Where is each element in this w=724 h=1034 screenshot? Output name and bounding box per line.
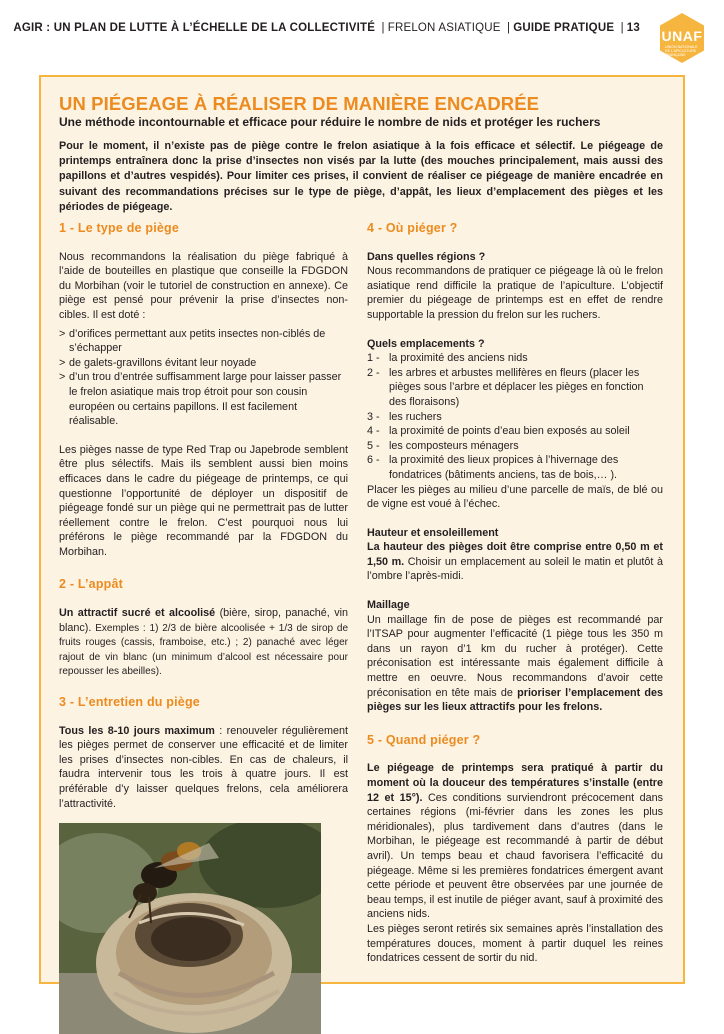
bullet-text: d’orifices permettant aux petits insectes non-ciblés de s’échapper [69,327,326,355]
when-bold: Le piégeage de printemps sera pratiqué à partir du moment où la douceur des températures s’installe (entre 12 et 15°). [367,762,663,804]
regions-paragraph: Nous recommandons de pratiquer ce piégeage là où le frelon asiatique rend difficile la pratique de l’apiculture. L’objectif premier du piégeage de printemps est en effet de rendre supportable la pression du frelon sur les ruchers. [367,265,663,321]
type-paragraph: Nous recommandons la réalisation du piège fabriqué à l’aide de bouteilles en plastique que conseille la FDGDON du Morbihan (voir le tutoriel de construction en annexe). Ce piège est pensé pour prévenir la prise d’insectes non- cibles. Il est doté : [59,250,348,321]
logo-name: UNAF [661,28,703,44]
where-regions-heading: Dans quelles régions ? [367,250,486,263]
list-item [59,327,348,356]
section-title-type: 1 - Le type de piège [59,221,180,235]
list-text: les ruchers [389,410,442,423]
trap-comparison-paragraph: Les pièges nasse de type Red Trap ou Japebrode semblent être plus sélectifs. Mais ils semblent aussi bien moins efficaces dans le cadre du piégeage de printemps, ce qui questionne l’opportunité de déployer un dispositif de piégeage fondé sur un piège qui ne permettrait pas de lutter réellement contre le frelon. C’est pourquoi nous lui préférons le piège recommandé par la FDGDON du Morbihan. [59,443,348,558]
locations-note: Placer les pièges au milieu d’une parcelle de maïs, de blé ou de vigne est voué à l’échec. [367,483,663,511]
bullet-marker: > [59,356,66,369]
logo-subtitle: UNION NATIONALE DE L’APICULTURE FRANÇAISE [665,45,698,57]
page-title: UN PIÉGEAGE À RÉALISER DE MANIÈRE ENCADRÉE [59,93,540,114]
mesh-heading: Maillage [367,599,410,612]
height-bold: La hauteur des pièges doit être comprise entre 0,50 m et 1,50 m. [367,541,663,568]
header-guide: GUIDE PRATIQUE [513,22,615,34]
list-item [367,410,663,425]
header-separator: | [620,22,624,34]
list-item [367,424,663,439]
list-text: la proximité des anciens nids [389,352,528,365]
list-item [367,366,663,410]
list-text: la proximité de points d’eau bien exposés au soleil [389,425,630,438]
header-topic: UN PLAN DE LUTTE À L’ÉCHELLE DE LA COLLECTIVITÉ [53,22,376,34]
bait-examples: Exemples : 1) 2/3 de bière alcoolisée + 1/3 de sirop de fruits rouges (cassis, framboise, etc.) ; 2) panaché avec léger rajout de vin blanc (un minimum d’alcool est nécessaire pour repousser les abeilles). [59,622,348,678]
header-section: AGIR [13,22,43,34]
bullet-text: de galets-gravillons évitant leur noyade [69,356,257,369]
header-separator: | [381,22,385,34]
when-paragraph [367,761,663,922]
header-species: FRELON ASIATIQUE [387,22,501,34]
section-title-where: 4 - Où piéger ? [367,221,458,235]
list-number: 2 - [367,366,380,379]
section-title-when: 5 - Quand piéger ? [367,732,481,747]
height-heading: Hauteur et ensoleillement [367,526,499,539]
height-text: Choisir un emplacement au soleil le matin et plutôt à l’ombre l’après-midi. [367,555,663,583]
list-item [59,370,348,428]
list-text: la proximité des lieux propices à l’hivernage des fondatrices (bâtiments anciens, tas de bois,… ). [389,454,619,481]
bait-paragraph [59,606,348,679]
page-number: 13 [626,22,640,34]
list-item [367,351,663,366]
content-panel [39,75,685,984]
header-colon: : [42,22,54,34]
list-number: 6 - [367,454,380,467]
left-column [59,221,348,1034]
section-title-bait: 2 - L’appât [59,577,124,592]
bullet-marker: > [59,327,66,340]
list-number: 4 - [367,425,380,438]
section-title-maintenance: 3 - L’entretien du piège [59,695,200,710]
page-header [0,22,640,34]
bullet-text: d’un trou d’entrée suffisamment large pour laisser passer le frelon asiatique mais trop étroit pour son cousin européen ou certains papillons. Il est facilement réalisable. [69,371,342,428]
right-column [367,221,663,966]
height-paragraph [367,540,663,584]
mesh-bold: prioriser l’emplacement des pièges sur les lieux attractifs pour les frelons. [367,686,663,714]
bullet-marker: > [59,371,66,384]
list-number: 3 - [367,410,380,423]
where-locations-heading: Quels emplacements ? [367,337,485,350]
list-item [367,439,663,454]
list-number: 5 - [367,439,380,452]
when-text: Ces conditions surviendront précocement dans certaines régions (mi-février dans les zones les plus méridionales), plus tardivement dans d’autres (dans le Morbihan, le piégeage est recommandé à partir de début avril). Un temps beau et chaud favorisera l’efficacité du piégeage. Même si les premières fondatrices émergent avant cette période et peuvent être observées par une journée de beau temps, il est inutile de piéger avant, sauf à proximité des anciens nids. [367,791,663,921]
mesh-text: Un maillage fin de pose de pièges est recommandé par l’ITSAP pour augmenter l’efficacité (1 piège tous les 350 m dans un rayon d’1 km du rucher à protéger). Cette préconisation est intéressante mais également difficile à mettre en oeuvre. Nous recommandons d’avoir cette préconisation en tête mais de [367,613,663,699]
list-item [367,453,663,482]
page-subtitle: Une méthode incontournable et efficace pour réduire le nombre de nids et protéger les ruchers [59,115,601,129]
bait-text: (bière, sirop, panaché, vin blanc). [59,607,348,634]
maintenance-paragraph [59,724,348,812]
hornet-nest-photo [59,823,321,1034]
removal-paragraph: Les pièges seront retirés six semaines après l’installation des températures douces, moment à partir duquel les reines fondatrices cessent de sortir du nid. [367,922,663,965]
unaf-logo [656,12,708,64]
hornet-on-nest-image [59,823,321,1034]
header-separator: | [507,22,511,34]
maintenance-bold: Tous les 8-10 jours maximum [59,724,215,737]
maintenance-text: : renouveler régulièrement les pièges permet de conserver une efficacité et de limiter les prises d’insectes non-cibles. En cas de chaleurs, il faudra intervenir tous les trois à quatre jours. Il est préférable d’y laisser quelques frelons, cela améliorera l’attractivité. [59,724,348,810]
list-number: 1 - [367,352,380,365]
list-text: les composteurs ménagers [389,439,519,452]
bait-bold: Un attractif sucré et alcoolisé [59,607,216,620]
mesh-paragraph [367,613,663,715]
list-text: les arbres et arbustes mellifères en fleurs (placer les pièges sous l’arbre et déplacer les pièges en fonction des floraisons) [389,366,644,408]
intro-paragraph: Pour le moment, il n’existe pas de piège contre le frelon asiatique à la fois efficace et sélectif. Le piégeage de printemps entraînera donc la prise d’insectes non visés par la lutte (des mouches principalement, mais aussi des papillons et d’autres vespidés). Pour limiter ces prises, il convient de réaliser ce piégeage de manière encadrée en suivant des recommandations précises sur le type de piège, d’appât, les lieux d’emplacement des pièges et les périodes de piégeage. [59,140,663,213]
list-item [59,356,348,371]
